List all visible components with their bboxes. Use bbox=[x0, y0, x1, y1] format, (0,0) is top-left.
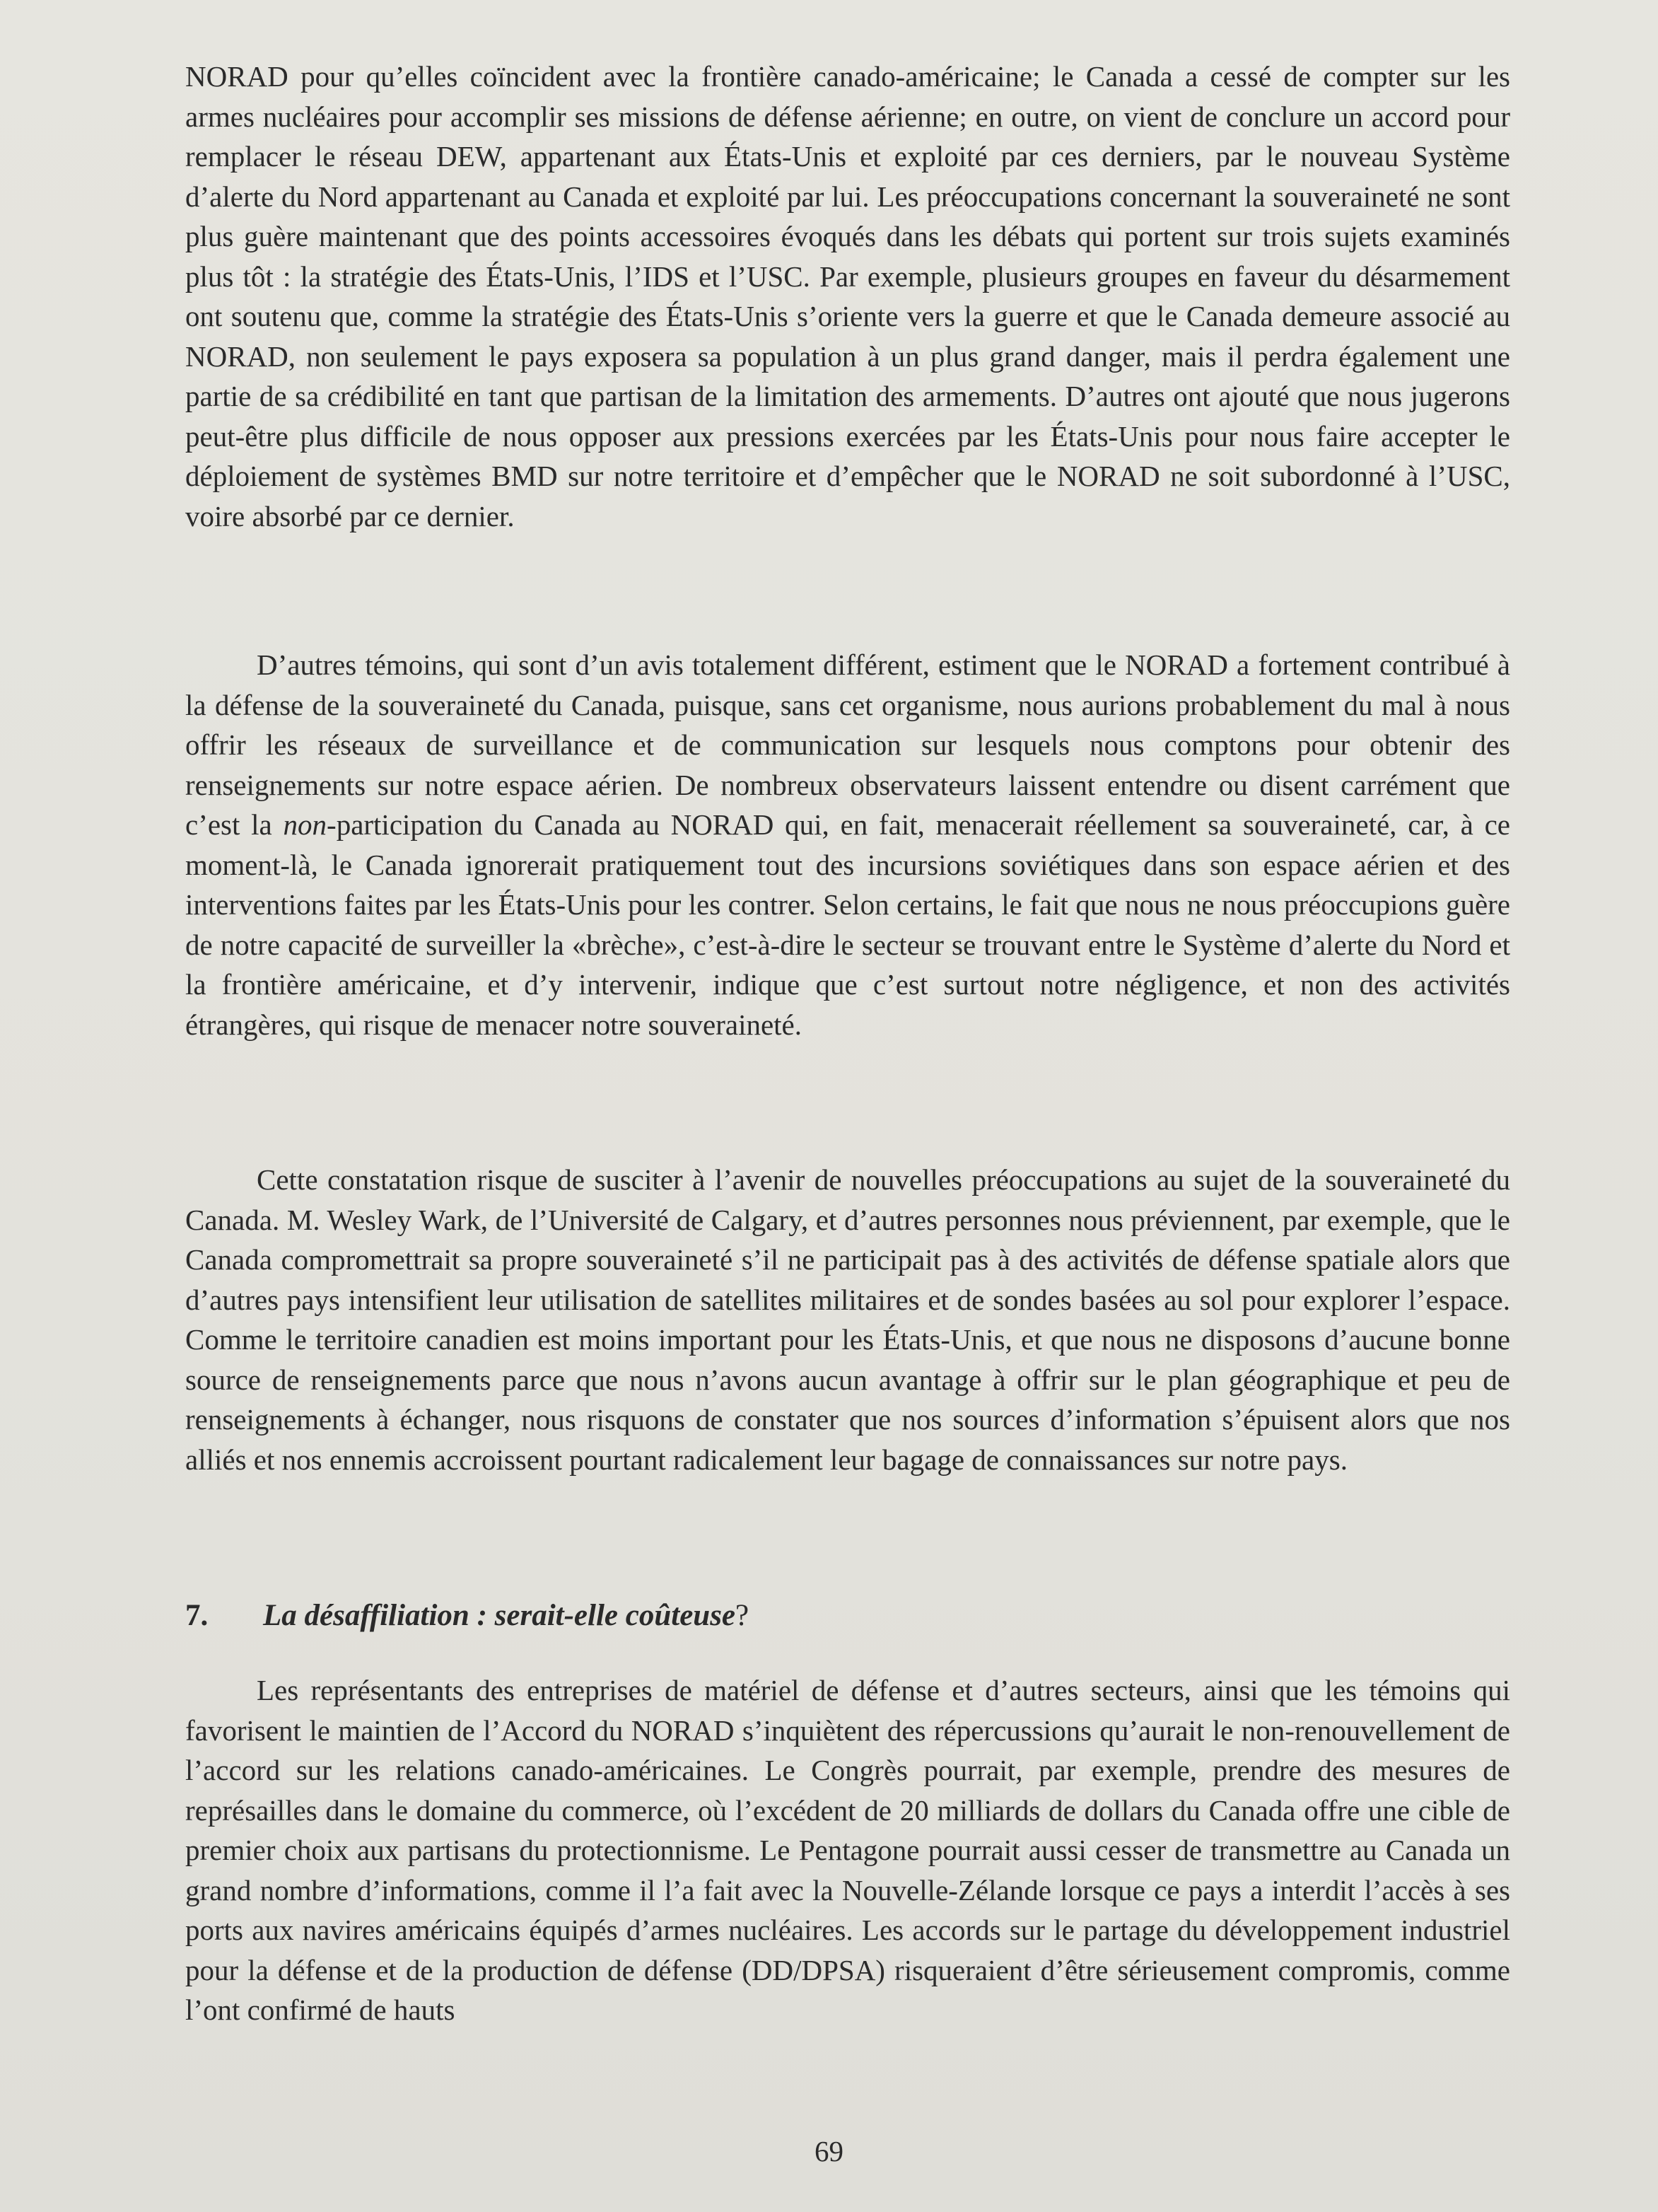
paragraph-2-text bbox=[185, 645, 1510, 1044]
section-number: 7. bbox=[185, 1599, 209, 1632]
paragraph-2 bbox=[185, 645, 1510, 1044]
paragraph-1 bbox=[185, 57, 1510, 536]
paragraph-1-text: NORAD pour qu’elles coïncident avec la frontière canado-américaine; le Canada a cessé de compter sur les armes nucléaires pour accomplir ses missions de défense aérienne; en outre, on vient de conclure un accord pour remplacer le réseau DEW, appartenant aux États-Unis et exploité par ces derniers, par le nouveau Système d’alerte du Nord appartenant au Canada et exploité par lui. Les préoccupations concernant la souveraineté ne sont plus guère maintenant que des points accessoires évoqués dans les débats qui portent sur trois sujets examinés plus tôt : la stratégie des États-Unis, l’IDS et l’USC. Par exemple, plusieurs groupes en faveur du désarmement ont soutenu que, comme la stratégie des États-Unis s’oriente vers la guerre et que le Canada demeure associé au NORAD, non seulement le pays exposera sa population à un plus grand danger, mais il perdra également une partie de sa crédibilité en tant que partisan de la limitation des armements. D’autres ont ajouté que nous jugerons peut-être plus difficile de nous opposer aux pressions exercées par les États-Unis pour nous faire accepter le déploiement de systèmes BMD sur notre territoire et d’empêcher que le NORAD ne soit subordonné à l’USC, voire absorbé par ce dernier. bbox=[185, 60, 1510, 532]
paragraph-2-part-a: D’autres témoins, qui sont d’un avis totalement différent, estiment que le NORAD a fortement contribué à la défense de la souveraineté du Canada, puisque, sans cet organisme, nous aurions probablement du mal à nous offrir les réseaux de surveillance et de communication sur lesquels nous comptons pour obtenir des renseignements sur notre espace aérien. De nombreux observateurs laissent entendre ou disent carrément que c’est la bbox=[185, 648, 1510, 841]
paragraph-3-text: Cette constatation risque de susciter à l’avenir de nouvelles préoccupations au sujet de la souveraineté du Canada. M. Wesley Wark, de l’Université de Calgary, et d’autres personnes nous préviennent, par exemple, que le Canada compromettrait sa propre souveraineté s’il ne participait pas à des activités de défense spatiale alors que d’autres pays intensifient leur utilisation de satellites militaires et de sondes basées au sol pour explorer l’espace. Comme le territoire canadien est moins important pour les États-Unis, et que nous ne disposons d’aucune bonne source de renseignements parce que nous n’avons aucun avantage à offrir sur le plan géographique et peu de renseignements à échanger, nous risquons de constater que nos sources d’information s’épuisent alors que nos alliés et nos ennemis accroissent pourtant radicalement leur bagage de connaissances sur notre pays. bbox=[185, 1163, 1510, 1476]
paragraph-4-text: Les représentants des entreprises de matériel de défense et d’autres secteurs, ainsi que les témoins qui favorisent le maintien de l’Accord du NORAD s’inquiètent des répercussions qu’aurait le non-renouvellement de l’accord sur les relations canado-américaines. Le Congrès pourrait, par exemple, prendre des mesures de représailles dans le domaine du commerce, où l’excédent de 20 milliards de dollars du Canada offre une cible de premier choix aux partisans du protectionnisme. Le Pentagone pourrait aussi cesser de transmettre au Canada un grand nombre d’informations, comme il l’a fait avec la Nouvelle-Zélande lorsque ce pays a interdit l’accès à ses ports aux navires américains équipés d’armes nucléaires. Les accords sur le partage du développement industriel pour la défense et de la production de défense (DD/DPSA) risqueraient d’être sérieusement compromis, comme l’ont confirmé de hauts bbox=[185, 1674, 1510, 2026]
section-title-mark: ? bbox=[735, 1599, 749, 1632]
paragraph-2-emphasis: non- bbox=[283, 808, 337, 841]
section-heading bbox=[185, 1598, 749, 1633]
page-number: 69 bbox=[815, 2135, 843, 2167]
section-title: La désaffiliation : serait-elle coûteuse bbox=[263, 1599, 736, 1632]
paragraph-3 bbox=[185, 1160, 1510, 1479]
paragraph-2-part-b: participation du Canada au NORAD qui, en fait, menacerait réellement sa souveraineté, car, à ce moment-là, le Canada ignorerait pratiquement tout des incursions soviétiques dans son espace aérien et des interventions faites par les États-Unis pour les contrer. Selon certains, le fait que nous ne nous préoccupions guère de notre capacité de surveiller la «brèche», c’est-à-dire le secteur se trouvant entre le Système d’alerte du Nord et la frontière américaine, et d’y intervenir, indique que c’est surtout notre négligence, et non des activités étrangères, qui risque de menacer notre souveraineté. bbox=[185, 808, 1510, 1041]
paragraph-4 bbox=[185, 1670, 1510, 2030]
